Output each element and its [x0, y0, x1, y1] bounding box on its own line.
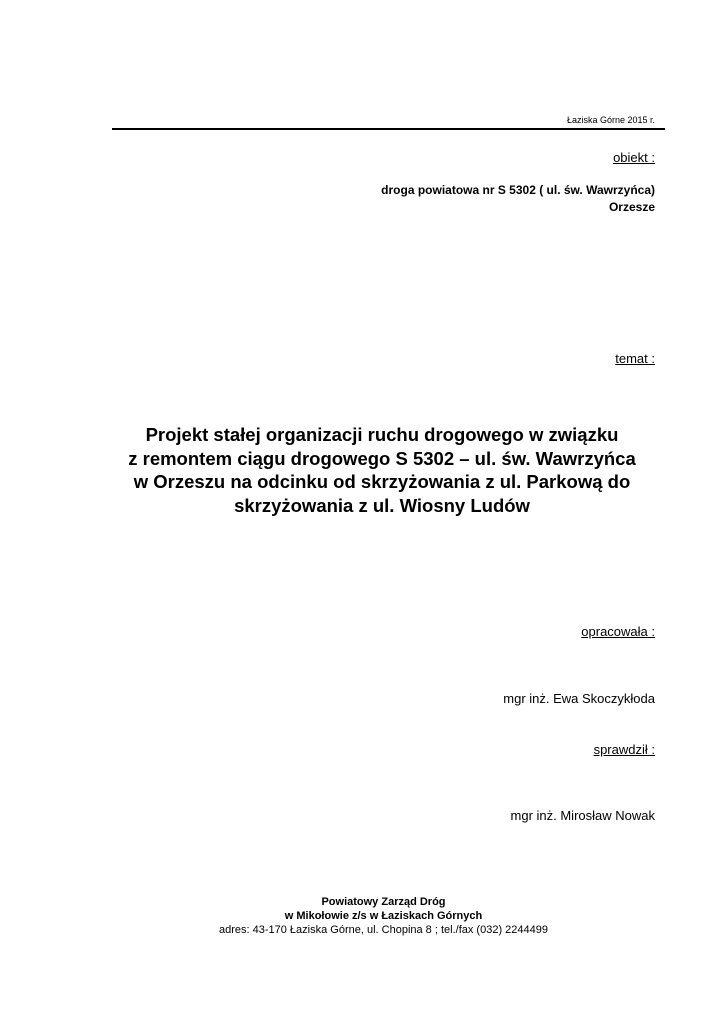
footer-address: adres: 43-170 Łaziska Górne, ul. Chopina 8 ; tel./fax (032) 2244499 — [219, 924, 548, 936]
title-line: z remontem ciągu drogowego S 5302 – ul. św. Wawrzyńca — [128, 447, 636, 469]
checked-by-label: sprawdził : — [593, 742, 655, 757]
title-line: Projekt stałej organizacji ruchu drogowego w związku — [145, 424, 619, 445]
document-title — [80, 423, 684, 517]
footer — [112, 895, 655, 937]
object-label: obiekt : — [613, 150, 655, 165]
title-line: w Orzeszu na odcinku od skrzyżowania z ul. Parkową do — [133, 471, 631, 492]
prepared-by-name: mgr inż. Ewa Skoczykłoda — [503, 691, 655, 706]
prepared-by-label: opracowała : — [581, 624, 655, 639]
title-line: skrzyżowania z ul. Wiosny Ludów — [234, 494, 530, 516]
object-value-line2: Orzesze — [608, 200, 655, 214]
header-date-place: Łaziska Górne 2015 r. — [566, 115, 655, 125]
header-divider — [112, 128, 665, 130]
object-value — [112, 182, 655, 216]
object-value-line1: droga powiatowa nr S 5302 ( ul. św. Wawrzyńca) — [381, 183, 655, 197]
footer-org-line2: w Mikołowie z/s w Łaziskach Górnych — [284, 910, 483, 922]
footer-org-line1: Powiatowy Zarząd Dróg — [321, 896, 446, 908]
checked-by-name: mgr inż. Mirosław Nowak — [510, 808, 655, 823]
topic-label: temat : — [615, 351, 655, 366]
